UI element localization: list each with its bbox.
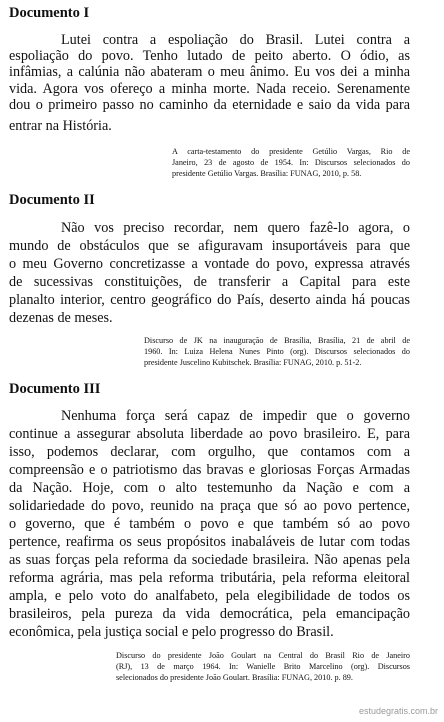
document-1-line: vida. Agora vos ofereço a minha morte. Nada receio. Serenamente [9, 81, 410, 97]
document-3-title: Documento III [9, 381, 101, 397]
document-2-line: mundo de obstáculos que se afiguravam insuportáveis para que [9, 238, 410, 254]
document-3-line: compreensão e o patriotismo das bravas e gloriosas Forças Armadas [9, 462, 410, 478]
document-2-line: de sucessivas constituições, de transferir a Capital para este [9, 274, 410, 290]
document-3-line: pertence, reafirma os seus propósitos inabaláveis de lutar com todas [9, 534, 410, 550]
document-3-line: isso, podemos declarar, com orgulho, que contamos com a [9, 444, 410, 460]
document-2-citation: 1960. In: Luiza Helena Nunes Pinto (org). Discursos selecionados do [144, 347, 410, 356]
document-2-line: dezenas de meses. [9, 310, 113, 326]
document-1-line: infâmias, a calúnia não abateram o meu ânimo. Eu vos dei a minha [9, 64, 410, 80]
document-3-citation: Discurso do presidente João Goulart na Central do Brasil Rio de Janeiro [116, 651, 410, 660]
document-1-citation: presidente Getúlio Vargas. Brasília: FUNAG, 2010, p. 58. [172, 169, 362, 178]
document-1-title: Documento I [9, 5, 90, 21]
document-2-line: Não vos preciso recordar, nem quero fazê-lo agora, o [61, 220, 410, 236]
document-2-line: o meu Governo concretizasse a vontade do povo, expressa através [9, 256, 410, 272]
document-1-line: dou o primeiro passo no caminho da eternidade e saio da vida para [9, 97, 410, 113]
document-1-line: Lutei contra a espoliação do Brasil. Lutei contra a [61, 32, 410, 48]
document-3-line: Nenhuma força será capaz de impedir que o governo [61, 408, 410, 424]
document-2-line: planalto interior, centro geográfico do País, deserto ainda há poucas [9, 292, 410, 308]
document-3-line: continue a assegurar absoluta liberdade ao povo brasileiro. E, para [9, 426, 410, 442]
document-1-line: espoliação do povo. Tenho lutado de peito aberto. O ódio, as [9, 48, 410, 64]
document-1-citation: A carta-testamento do presidente Getúlio Vargas, Rio de [172, 147, 410, 156]
document-3-line: econômica, pela justiça social e pelo progresso do Brasil. [9, 624, 334, 640]
document-1-citation: Janeiro, 23 de agosto de 1954. In: Discursos selecionados do [172, 158, 410, 167]
document-3-line: as suas forças pela reforma da sociedade brasileira. Não apenas pela [9, 552, 410, 568]
document-3-line: da Nação. Hoje, com o alto testemunho da Nação e com a [9, 480, 410, 496]
document-3-line: o governo, que é também o povo e que também só ao povo [9, 516, 410, 532]
document-2-title: Documento II [9, 192, 95, 208]
document-1-line: entrar na História. [9, 118, 112, 134]
document-3-line: solidariedade do povo, reunido na praça que só ao povo pertence, [9, 498, 410, 514]
document-2-citation: presidente Juscelino Kubitschek. Brasília: FUNAG, 2010. p. 51-2. [144, 358, 362, 367]
document-3-line: ampla, e pelo voto do analfabeto, pela elegibilidade de todos os [9, 588, 410, 604]
document-3-citation: selecionados do presidente João Goulart. Brasília: FUNAG, 2010. p. 89. [116, 673, 353, 682]
document-3-line: brasileiros, pela pureza da vida democrática, pela emancipação [9, 606, 410, 622]
document-3-citation: (RJ), 13 de março 1964. In: Wanielle Brito Marcelino (org). Discursos [116, 662, 410, 671]
watermark: estudegratis.com.br [358, 706, 438, 716]
document-3-line: reforma agrária, mas pela reforma tributária, pela reforma eleitoral [9, 570, 410, 586]
document-2-citation: Discurso de JK na inauguração de Brasília, Brasília, 21 de abril de [144, 336, 410, 345]
